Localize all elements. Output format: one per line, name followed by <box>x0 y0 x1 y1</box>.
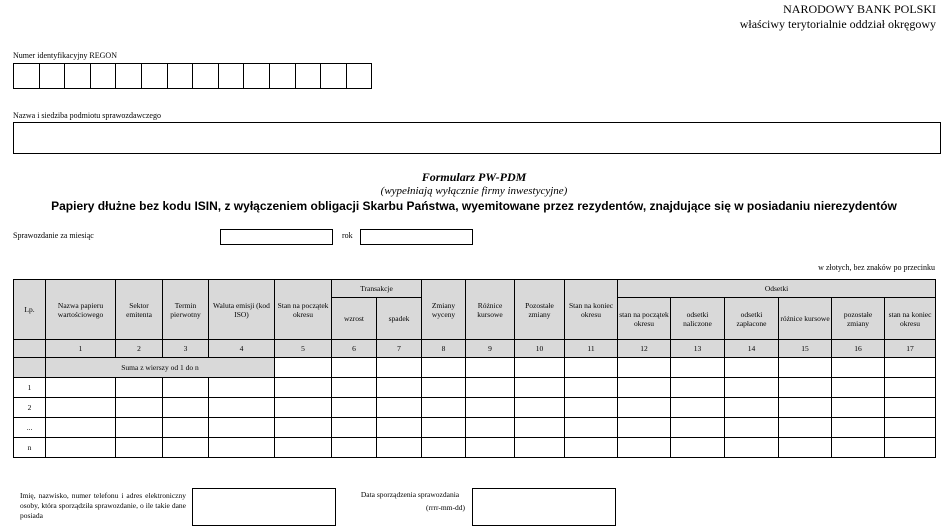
col-number: 3 <box>163 340 209 358</box>
table-cell[interactable] <box>885 438 936 458</box>
table-cell[interactable] <box>779 358 832 378</box>
table-cell[interactable] <box>725 418 779 438</box>
table-cell[interactable] <box>515 398 565 418</box>
table-cell[interactable] <box>275 378 332 398</box>
table-cell[interactable] <box>515 438 565 458</box>
th-i-end: stan na koniec okresu <box>885 298 936 340</box>
table-cell[interactable] <box>466 358 515 378</box>
table-cell[interactable] <box>725 378 779 398</box>
table-cell[interactable] <box>116 438 163 458</box>
table-cell[interactable] <box>332 378 377 398</box>
th-currency: Waluta emisji (kod ISO) <box>209 280 275 340</box>
year-label: rok <box>342 231 353 240</box>
table-cell[interactable] <box>671 358 725 378</box>
row-number: 1 <box>14 378 46 398</box>
regon-box[interactable] <box>269 63 296 89</box>
table-cell[interactable] <box>832 358 885 378</box>
table-cell[interactable] <box>725 438 779 458</box>
regon-box[interactable] <box>115 63 142 89</box>
th-lp: Lp. <box>14 280 46 340</box>
th-increase: wzrost <box>332 298 377 340</box>
table-cell[interactable] <box>671 398 725 418</box>
table-cell[interactable] <box>779 398 832 418</box>
col-number: 11 <box>565 340 618 358</box>
table-cell[interactable] <box>422 418 466 438</box>
table-cell[interactable] <box>725 398 779 418</box>
table-cell[interactable] <box>332 358 377 378</box>
table-cell[interactable] <box>275 398 332 418</box>
regon-box[interactable] <box>167 63 194 89</box>
date-input[interactable] <box>472 488 616 526</box>
col-number: 17 <box>885 340 936 358</box>
regon-box[interactable] <box>218 63 245 89</box>
regon-label: Numer identyfikacyjny REGON <box>13 51 117 60</box>
sum-lp-cell <box>14 358 46 378</box>
th-fx: Różnice kursowe <box>466 280 515 340</box>
table-cell[interactable] <box>885 418 936 438</box>
regon-box[interactable] <box>320 63 347 89</box>
th-i-fx: różnice kursowe <box>779 298 832 340</box>
col-number: 9 <box>466 340 515 358</box>
table-cell[interactable] <box>618 378 671 398</box>
table-row <box>14 398 936 418</box>
month-input[interactable] <box>220 229 333 245</box>
unit-note: w złotych, bez znaków po przecinku <box>818 263 935 272</box>
table-cell[interactable] <box>422 358 466 378</box>
table-cell[interactable] <box>565 398 618 418</box>
th-decrease: spadek <box>377 298 422 340</box>
col-number: 5 <box>275 340 332 358</box>
table-cell[interactable] <box>275 438 332 458</box>
contact-label: Imię, nazwisko, numer telefonu i adres elektroniczny osoby, która sporządziła sprawozdanie, o ile takie dane posiada <box>20 491 186 520</box>
table-cell[interactable] <box>332 398 377 418</box>
table-cell[interactable] <box>116 398 163 418</box>
table-cell[interactable] <box>832 438 885 458</box>
row-number: n <box>14 438 46 458</box>
col-number: 2 <box>116 340 163 358</box>
table-cell[interactable] <box>832 398 885 418</box>
table-cell[interactable] <box>46 418 116 438</box>
table-cell[interactable] <box>618 418 671 438</box>
table-cell[interactable] <box>422 398 466 418</box>
table-cell[interactable] <box>671 418 725 438</box>
regon-box[interactable] <box>13 63 40 89</box>
th-i-start: stan na początek okresu <box>618 298 671 340</box>
table-cell[interactable] <box>209 378 275 398</box>
table-cell[interactable] <box>618 438 671 458</box>
table-cell[interactable] <box>885 398 936 418</box>
table-cell[interactable] <box>466 438 515 458</box>
table-cell[interactable] <box>377 378 422 398</box>
table-cell[interactable] <box>565 438 618 458</box>
table-cell[interactable] <box>377 438 422 458</box>
th-other: Pozostałe zmiany <box>515 280 565 340</box>
bank-name: NARODOWY BANK POLSKI <box>783 2 936 16</box>
table-cell[interactable] <box>46 438 116 458</box>
year-input[interactable] <box>360 229 473 245</box>
table-cell[interactable] <box>209 438 275 458</box>
col-number: 12 <box>618 340 671 358</box>
table-cell[interactable] <box>515 418 565 438</box>
date-label: Data sporządzenia sprawozdania <box>360 490 460 499</box>
table-cell[interactable] <box>46 378 116 398</box>
table-cell[interactable] <box>671 378 725 398</box>
table-cell[interactable] <box>209 398 275 418</box>
table-cell[interactable] <box>332 418 377 438</box>
table-cell[interactable] <box>565 358 618 378</box>
table-cell[interactable] <box>671 438 725 458</box>
sum-label: Suma z wierszy od 1 do n <box>46 358 275 378</box>
th-sector: Sektor emitenta <box>116 280 163 340</box>
branch-name: właściwy terytorialnie oddział okręgowy <box>739 17 936 31</box>
col-number: 16 <box>832 340 885 358</box>
col-number-blank <box>14 340 46 358</box>
table-cell[interactable] <box>116 378 163 398</box>
report-table <box>13 279 936 458</box>
sum-row <box>14 358 936 378</box>
regon-box[interactable] <box>192 63 219 89</box>
regon-field[interactable] <box>13 63 371 89</box>
th-term: Termin pierwotny <box>163 280 209 340</box>
regon-box[interactable] <box>39 63 66 89</box>
col-number: 6 <box>332 340 377 358</box>
regon-box[interactable] <box>141 63 168 89</box>
table-cell[interactable] <box>46 398 116 418</box>
table-cell[interactable] <box>377 398 422 418</box>
col-number: 1 <box>46 340 116 358</box>
entity-field[interactable] <box>13 122 941 154</box>
form-heading: Papiery dłużne bez kodu ISIN, z wyłączeniem obligacji Skarbu Państwa, wyemitowane przez rezydentów, znajdujące się w posiadaniu nierezydentów <box>51 199 897 213</box>
regon-box[interactable] <box>295 63 322 89</box>
table-cell[interactable] <box>163 438 209 458</box>
regon-box[interactable] <box>243 63 270 89</box>
table-row <box>14 418 936 438</box>
entity-label: Nazwa i siedziba podmiotu sprawozdawczego <box>13 111 161 120</box>
col-number: 15 <box>779 340 832 358</box>
table-cell[interactable] <box>377 358 422 378</box>
table-cell[interactable] <box>377 418 422 438</box>
th-interest: Odsetki <box>618 280 936 298</box>
table-cell[interactable] <box>885 358 936 378</box>
th-transactions: Transakcje <box>332 280 422 298</box>
row-number: ... <box>14 418 46 438</box>
th-start: Stan na początek okresu <box>275 280 332 340</box>
table-cell[interactable] <box>163 418 209 438</box>
table-cell[interactable] <box>332 438 377 458</box>
table-cell[interactable] <box>422 378 466 398</box>
table-cell[interactable] <box>515 358 565 378</box>
table-cell[interactable] <box>618 358 671 378</box>
col-number: 10 <box>515 340 565 358</box>
table-cell[interactable] <box>275 418 332 438</box>
th-i-other: pozostałe zmiany <box>832 298 885 340</box>
col-number: 4 <box>209 340 275 358</box>
table-cell[interactable] <box>209 418 275 438</box>
table-cell[interactable] <box>163 378 209 398</box>
col-number: 7 <box>377 340 422 358</box>
th-name: Nazwa papieru wartościowego <box>46 280 116 340</box>
regon-box[interactable] <box>64 63 91 89</box>
table-cell[interactable] <box>565 418 618 438</box>
col-number: 8 <box>422 340 466 358</box>
form-subtitle: (wypełniają wyłącznie firmy inwestycyjne) <box>380 185 568 197</box>
th-i-paid: odsetki zapłacone <box>725 298 779 340</box>
table-cell[interactable] <box>515 378 565 398</box>
table-cell[interactable] <box>466 398 515 418</box>
table-cell[interactable] <box>163 398 209 418</box>
table-cell[interactable] <box>466 418 515 438</box>
regon-box[interactable] <box>346 63 373 89</box>
table-cell[interactable] <box>116 418 163 438</box>
th-end: Stan na koniec okresu <box>565 280 618 340</box>
date-format: (rrrr-mm-dd) <box>426 503 465 512</box>
contact-input[interactable] <box>192 488 336 526</box>
col-number: 13 <box>671 340 725 358</box>
table-cell[interactable] <box>725 358 779 378</box>
table-cell[interactable] <box>832 418 885 438</box>
table-cell[interactable] <box>565 378 618 398</box>
th-valuation: Zmiany wyceny <box>422 280 466 340</box>
table-cell[interactable] <box>885 378 936 398</box>
month-label: Sprawozdanie za miesiąc <box>13 231 94 240</box>
table-cell[interactable] <box>618 398 671 418</box>
table-cell[interactable] <box>779 438 832 458</box>
col-number: 14 <box>725 340 779 358</box>
table-cell[interactable] <box>422 438 466 458</box>
regon-box[interactable] <box>90 63 117 89</box>
table-cell[interactable] <box>779 418 832 438</box>
table-cell[interactable] <box>466 378 515 398</box>
form-title: Formularz PW-PDM <box>421 170 527 184</box>
table-row <box>14 378 936 398</box>
row-number: 2 <box>14 398 46 418</box>
table-row <box>14 438 936 458</box>
th-i-accrued: odsetki naliczone <box>671 298 725 340</box>
table-cell[interactable] <box>779 378 832 398</box>
table-cell[interactable] <box>832 378 885 398</box>
table-cell[interactable] <box>275 358 332 378</box>
